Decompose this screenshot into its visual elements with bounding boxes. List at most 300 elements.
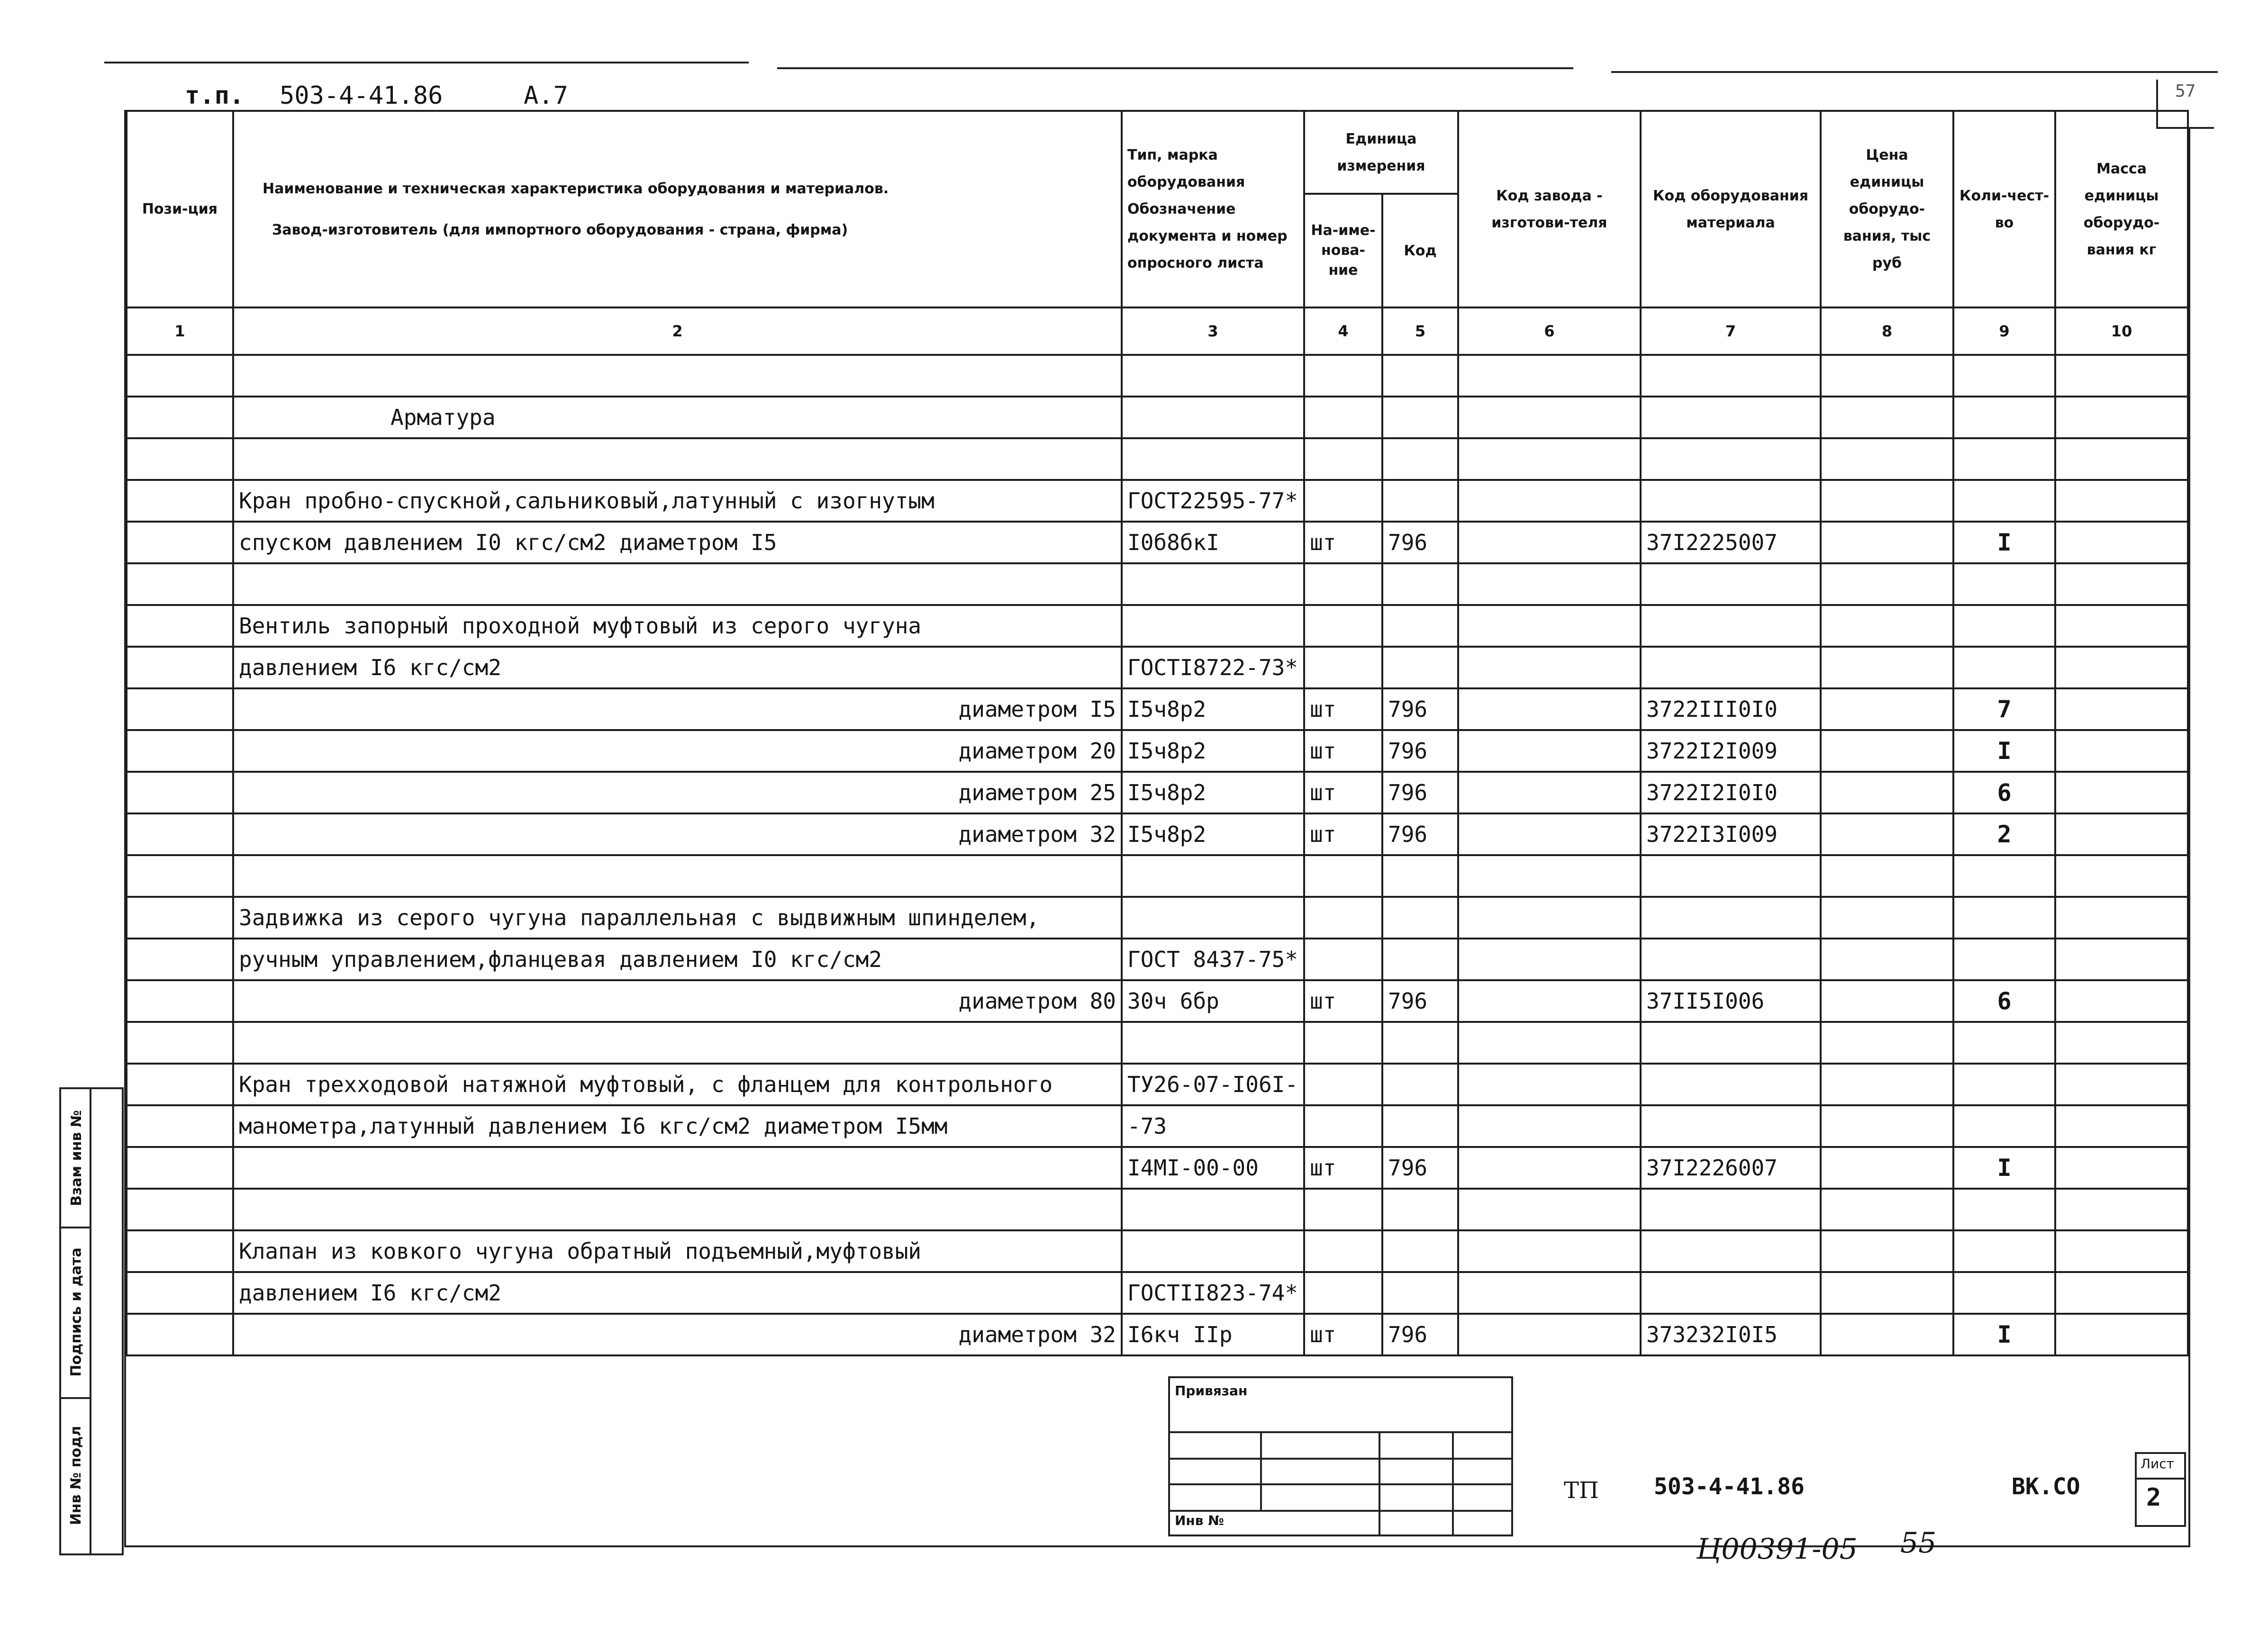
cell-unit: шт bbox=[1304, 1147, 1382, 1189]
cell-name: спуском давлением I0 кгс/см2 диаметром I5 bbox=[233, 522, 1122, 563]
cell-position bbox=[127, 897, 233, 939]
cell-factory-code bbox=[1458, 522, 1641, 563]
cell-type bbox=[1122, 605, 1304, 647]
cell-mass bbox=[2055, 355, 2188, 397]
cell-name: диаметром 25 bbox=[233, 772, 1122, 813]
cell-unit bbox=[1304, 1272, 1382, 1314]
cell-position bbox=[127, 1105, 233, 1147]
table-row bbox=[127, 522, 2188, 563]
cell-unit: шт bbox=[1304, 813, 1382, 855]
header-quantity: Коли-чест-во bbox=[1953, 111, 2055, 307]
cell-quantity bbox=[1953, 855, 2055, 897]
cell-material-code: 3722I2I0I0 bbox=[1641, 772, 1821, 813]
cell-factory-code bbox=[1458, 730, 1641, 772]
cell-price bbox=[1821, 480, 1953, 522]
cell-quantity bbox=[1953, 355, 2055, 397]
cell-factory-code bbox=[1458, 563, 1641, 605]
cell-position bbox=[127, 397, 233, 438]
cell-mass bbox=[2055, 813, 2188, 855]
cell-position bbox=[127, 1189, 233, 1230]
cell-unit bbox=[1304, 1105, 1382, 1147]
cell-unit-code: 796 bbox=[1382, 522, 1458, 563]
cell-quantity: 7 bbox=[1953, 688, 2055, 730]
cell-quantity bbox=[1953, 1064, 2055, 1105]
cell-type: I5ч8р2 bbox=[1122, 813, 1304, 855]
table-row bbox=[127, 939, 2188, 980]
cell-unit-code bbox=[1382, 397, 1458, 438]
cell-unit bbox=[1304, 1230, 1382, 1272]
cell-quantity: I bbox=[1953, 1314, 2055, 1355]
series-prefix: т.п. bbox=[185, 81, 245, 110]
cell-unit-code bbox=[1382, 1189, 1458, 1230]
table-row bbox=[127, 813, 2188, 855]
cell-name bbox=[233, 1022, 1122, 1064]
cell-unit bbox=[1304, 1022, 1382, 1064]
cell-type: ГОСТI8722-73* bbox=[1122, 647, 1304, 688]
cell-price bbox=[1821, 522, 1953, 563]
cell-material-code bbox=[1641, 397, 1821, 438]
doc-mark: ВК.СО bbox=[2012, 1473, 2080, 1500]
cell-factory-code bbox=[1458, 438, 1641, 480]
doc-code: 503-4-41.86 bbox=[1654, 1473, 1805, 1500]
cell-position bbox=[127, 1314, 233, 1355]
header-unit-code: Код bbox=[1382, 194, 1458, 307]
cell-unit-code bbox=[1382, 563, 1458, 605]
cell-position bbox=[127, 480, 233, 522]
cell-material-code bbox=[1641, 939, 1821, 980]
cell-type bbox=[1122, 1022, 1304, 1064]
cell-unit bbox=[1304, 563, 1382, 605]
cell-name: Вентиль запорный проходной муфтовый из серого чугуна bbox=[233, 605, 1122, 647]
cell-unit-code bbox=[1382, 855, 1458, 897]
cell-type: I0б8бкI bbox=[1122, 522, 1304, 563]
cell-unit-code: 796 bbox=[1382, 1314, 1458, 1355]
table-row bbox=[127, 730, 2188, 772]
cell-price bbox=[1821, 397, 1953, 438]
cell-quantity bbox=[1953, 397, 2055, 438]
cell-price bbox=[1821, 1314, 1953, 1355]
cell-unit bbox=[1304, 1064, 1382, 1105]
table-row bbox=[127, 1022, 2188, 1064]
cell-mass bbox=[2055, 1147, 2188, 1189]
corner-mark: 57 bbox=[2175, 81, 2196, 101]
cell-mass bbox=[2055, 1064, 2188, 1105]
cell-factory-code bbox=[1458, 855, 1641, 897]
table-row bbox=[127, 980, 2188, 1022]
cell-unit-code bbox=[1382, 355, 1458, 397]
cell-unit bbox=[1304, 480, 1382, 522]
cell-name bbox=[233, 563, 1122, 605]
cell-name: ручным управлением,фланцевая давлением I0 кгс/см2 bbox=[233, 939, 1122, 980]
cell-quantity bbox=[1953, 480, 2055, 522]
sheet-number: 2 bbox=[2146, 1483, 2161, 1512]
cell-quantity: 6 bbox=[1953, 980, 2055, 1022]
archive-number: Ц00391-05 bbox=[1696, 1533, 1858, 1566]
table-row bbox=[127, 1147, 2188, 1189]
cell-material-code bbox=[1641, 480, 1821, 522]
cell-unit: шт bbox=[1304, 772, 1382, 813]
cell-type bbox=[1122, 563, 1304, 605]
cell-unit-code bbox=[1382, 605, 1458, 647]
cell-position bbox=[127, 1272, 233, 1314]
cell-material-code: 37I2226007 bbox=[1641, 1147, 1821, 1189]
column-number-8: 8 bbox=[1821, 307, 1953, 355]
header-unit-group: Единица измерения bbox=[1304, 111, 1458, 194]
sheet-box bbox=[2135, 1452, 2186, 1527]
header-name bbox=[233, 111, 1122, 307]
cell-position bbox=[127, 647, 233, 688]
top-rule-mid bbox=[777, 67, 1573, 69]
cell-price bbox=[1821, 563, 1953, 605]
cell-unit-code: 796 bbox=[1382, 730, 1458, 772]
cell-position bbox=[127, 688, 233, 730]
cell-name: Арматура bbox=[233, 397, 1122, 438]
cell-material-code: 3722I2I009 bbox=[1641, 730, 1821, 772]
column-number-1: 1 bbox=[127, 307, 233, 355]
side-label-original-inv: Инв № подл bbox=[68, 1426, 85, 1525]
cell-factory-code bbox=[1458, 605, 1641, 647]
cell-name: диаметром 32 bbox=[233, 1314, 1122, 1355]
cell-name bbox=[233, 438, 1122, 480]
cell-type bbox=[1122, 1189, 1304, 1230]
cell-position bbox=[127, 1147, 233, 1189]
cell-type bbox=[1122, 855, 1304, 897]
table-row bbox=[127, 897, 2188, 939]
top-rule-right bbox=[1611, 71, 2218, 73]
cell-name: Задвижка из серого чугуна параллельная с выдвижным шпинделем, bbox=[233, 897, 1122, 939]
binding-stamp bbox=[1168, 1376, 1513, 1536]
cell-name: диаметром 32 bbox=[233, 813, 1122, 855]
table-row bbox=[127, 1105, 2188, 1147]
cell-material-code: 3722I3I009 bbox=[1641, 813, 1821, 855]
cell-name bbox=[233, 855, 1122, 897]
cell-mass bbox=[2055, 1022, 2188, 1064]
cell-mass bbox=[2055, 855, 2188, 897]
cell-material-code bbox=[1641, 563, 1821, 605]
cell-position bbox=[127, 855, 233, 897]
cell-type: I6кч IIр bbox=[1122, 1314, 1304, 1355]
cell-unit-code bbox=[1382, 939, 1458, 980]
table-row bbox=[127, 605, 2188, 647]
cell-material-code bbox=[1641, 1230, 1821, 1272]
cell-position bbox=[127, 1230, 233, 1272]
cell-position bbox=[127, 355, 233, 397]
cell-type bbox=[1122, 438, 1304, 480]
cell-price bbox=[1821, 1022, 1953, 1064]
header-mass: Масса единицы оборудо-вания кг bbox=[2055, 111, 2188, 307]
cell-unit bbox=[1304, 939, 1382, 980]
specification-table bbox=[126, 110, 2189, 1356]
cell-factory-code bbox=[1458, 939, 1641, 980]
cell-price bbox=[1821, 1064, 1953, 1105]
header-price: Цена единицы оборудо-вания, тыс руб bbox=[1821, 111, 1953, 307]
cell-material-code: 37II5I006 bbox=[1641, 980, 1821, 1022]
cell-position bbox=[127, 563, 233, 605]
cell-quantity bbox=[1953, 605, 2055, 647]
cell-unit-code bbox=[1382, 647, 1458, 688]
cell-quantity bbox=[1953, 939, 2055, 980]
cell-price bbox=[1821, 605, 1953, 647]
header-position: Пози-ция bbox=[127, 111, 233, 307]
sheet-label: Лист bbox=[2141, 1456, 2174, 1472]
cell-quantity bbox=[1953, 438, 2055, 480]
column-number-3: 3 bbox=[1122, 307, 1304, 355]
table-row bbox=[127, 647, 2188, 688]
cell-name: диаметром I5 bbox=[233, 688, 1122, 730]
cell-position bbox=[127, 939, 233, 980]
cell-mass bbox=[2055, 688, 2188, 730]
cell-unit-code bbox=[1382, 1022, 1458, 1064]
table-row bbox=[127, 1064, 2188, 1105]
header-name-line1: Наименование и техническая характеристика оборудования и материалов. bbox=[263, 180, 889, 197]
cell-mass bbox=[2055, 522, 2188, 563]
table-row bbox=[127, 688, 2188, 730]
cell-type bbox=[1122, 397, 1304, 438]
cell-type bbox=[1122, 1230, 1304, 1272]
cell-type: ТУ26-07-I06I- bbox=[1122, 1064, 1304, 1105]
cell-price bbox=[1821, 1147, 1953, 1189]
cell-price bbox=[1821, 772, 1953, 813]
cell-position bbox=[127, 813, 233, 855]
cell-name: манометра,латунный давлением I6 кгс/см2 диаметром I5мм bbox=[233, 1105, 1122, 1147]
cell-type bbox=[1122, 355, 1304, 397]
cell-position bbox=[127, 772, 233, 813]
project-code: 503-4-41.86 bbox=[280, 81, 443, 110]
frame-bottom bbox=[124, 1545, 2190, 1547]
cell-factory-code bbox=[1458, 397, 1641, 438]
side-label-signature-date: Подпись и дата bbox=[68, 1247, 85, 1377]
cell-unit-code bbox=[1382, 438, 1458, 480]
cell-unit: шт bbox=[1304, 688, 1382, 730]
cell-quantity bbox=[1953, 1189, 2055, 1230]
cell-factory-code bbox=[1458, 688, 1641, 730]
cell-material-code bbox=[1641, 1189, 1821, 1230]
cell-factory-code bbox=[1458, 980, 1641, 1022]
cell-unit: шт bbox=[1304, 1314, 1382, 1355]
cell-unit bbox=[1304, 1189, 1382, 1230]
cell-position bbox=[127, 1064, 233, 1105]
cell-quantity: I bbox=[1953, 730, 2055, 772]
cell-unit: шт bbox=[1304, 522, 1382, 563]
cell-factory-code bbox=[1458, 1147, 1641, 1189]
cell-mass bbox=[2055, 647, 2188, 688]
album-code: А.7 bbox=[524, 81, 568, 110]
table-row bbox=[127, 438, 2188, 480]
cell-type: 30ч 6бр bbox=[1122, 980, 1304, 1022]
cell-name: Кран пробно-спускной,сальниковый,латунный с изогнутым bbox=[233, 480, 1122, 522]
cell-material-code bbox=[1641, 897, 1821, 939]
cell-mass bbox=[2055, 1189, 2188, 1230]
cell-name bbox=[233, 1147, 1122, 1189]
cell-mass bbox=[2055, 897, 2188, 939]
cell-mass bbox=[2055, 1230, 2188, 1272]
cell-type: I5ч8р2 bbox=[1122, 772, 1304, 813]
header-type: Тип, марка оборудования Обозначение документа и номер опросного листа bbox=[1122, 111, 1304, 307]
table-row bbox=[127, 563, 2188, 605]
cell-price bbox=[1821, 438, 1953, 480]
cell-factory-code bbox=[1458, 1064, 1641, 1105]
cell-name: диаметром 80 bbox=[233, 980, 1122, 1022]
cell-unit bbox=[1304, 605, 1382, 647]
cell-quantity bbox=[1953, 647, 2055, 688]
column-number-6: 6 bbox=[1458, 307, 1641, 355]
cell-quantity: 6 bbox=[1953, 772, 2055, 813]
cell-unit bbox=[1304, 855, 1382, 897]
cell-factory-code bbox=[1458, 1314, 1641, 1355]
cell-factory-code bbox=[1458, 1189, 1641, 1230]
cell-unit-code bbox=[1382, 1105, 1458, 1147]
cell-factory-code bbox=[1458, 897, 1641, 939]
cell-quantity bbox=[1953, 1105, 2055, 1147]
header-material-code: Код оборудования материала bbox=[1641, 111, 1821, 307]
cell-quantity: 2 bbox=[1953, 813, 2055, 855]
cell-material-code bbox=[1641, 605, 1821, 647]
cell-price bbox=[1821, 939, 1953, 980]
cell-type: -73 bbox=[1122, 1105, 1304, 1147]
cell-unit bbox=[1304, 897, 1382, 939]
cell-name: давлением I6 кгс/см2 bbox=[233, 647, 1122, 688]
cell-factory-code bbox=[1458, 1272, 1641, 1314]
cell-mass bbox=[2055, 1105, 2188, 1147]
header-unit-name: На-име-нова-ние bbox=[1304, 194, 1382, 307]
cell-factory-code bbox=[1458, 1230, 1641, 1272]
cell-mass bbox=[2055, 397, 2188, 438]
cell-factory-code bbox=[1458, 480, 1641, 522]
cell-factory-code bbox=[1458, 1105, 1641, 1147]
column-number-10: 10 bbox=[2055, 307, 2188, 355]
cell-position bbox=[127, 730, 233, 772]
cell-material-code bbox=[1641, 1064, 1821, 1105]
cell-position bbox=[127, 522, 233, 563]
column-number-2: 2 bbox=[233, 307, 1122, 355]
table-row bbox=[127, 1272, 2188, 1314]
cell-mass bbox=[2055, 980, 2188, 1022]
cell-quantity bbox=[1953, 563, 2055, 605]
cell-mass bbox=[2055, 480, 2188, 522]
cell-position bbox=[127, 980, 233, 1022]
cell-name: Клапан из ковкого чугуна обратный подъемный,муфтовый bbox=[233, 1230, 1122, 1272]
cell-unit-code bbox=[1382, 1064, 1458, 1105]
cell-mass bbox=[2055, 772, 2188, 813]
cell-name: диаметром 20 bbox=[233, 730, 1122, 772]
cell-mass bbox=[2055, 1272, 2188, 1314]
cell-name bbox=[233, 355, 1122, 397]
top-rule-left bbox=[104, 62, 749, 63]
cell-unit-code: 796 bbox=[1382, 980, 1458, 1022]
cell-material-code bbox=[1641, 355, 1821, 397]
cell-price bbox=[1821, 897, 1953, 939]
cell-type: I4МI-00-00 bbox=[1122, 1147, 1304, 1189]
cell-quantity: I bbox=[1953, 522, 2055, 563]
cell-position bbox=[127, 438, 233, 480]
header-factory-code: Код завода - изготови-теля bbox=[1458, 111, 1641, 307]
cell-price bbox=[1821, 813, 1953, 855]
cell-price bbox=[1821, 1189, 1953, 1230]
cell-name bbox=[233, 1189, 1122, 1230]
cell-quantity: I bbox=[1953, 1147, 2055, 1189]
cell-unit bbox=[1304, 647, 1382, 688]
cell-material-code bbox=[1641, 1105, 1821, 1147]
cell-unit-code bbox=[1382, 480, 1458, 522]
cell-material-code: 37I2225007 bbox=[1641, 522, 1821, 563]
cell-name: Кран трехходовой натяжной муфтовый, с фланцем для контрольного bbox=[233, 1064, 1122, 1105]
cell-unit-code bbox=[1382, 1272, 1458, 1314]
cell-unit-code: 796 bbox=[1382, 688, 1458, 730]
table-row bbox=[127, 480, 2188, 522]
header-name-line2: Завод-изготовитель (для импортного оборудования - страна, фирма) bbox=[272, 221, 848, 238]
cell-price bbox=[1821, 980, 1953, 1022]
cell-type: I5ч8р2 bbox=[1122, 730, 1304, 772]
table-row bbox=[127, 1189, 2188, 1230]
cell-mass bbox=[2055, 438, 2188, 480]
cell-unit-code: 796 bbox=[1382, 1147, 1458, 1189]
cell-quantity bbox=[1953, 1230, 2055, 1272]
cell-type: ГОСТ22595-77* bbox=[1122, 480, 1304, 522]
cell-position bbox=[127, 1022, 233, 1064]
column-number-9: 9 bbox=[1953, 307, 2055, 355]
cell-material-code bbox=[1641, 1022, 1821, 1064]
cell-price bbox=[1821, 855, 1953, 897]
cell-price bbox=[1821, 730, 1953, 772]
cell-price bbox=[1821, 647, 1953, 688]
cell-unit-code: 796 bbox=[1382, 813, 1458, 855]
cell-material-code bbox=[1641, 855, 1821, 897]
cell-unit-code: 796 bbox=[1382, 772, 1458, 813]
cell-type: I5ч8р2 bbox=[1122, 688, 1304, 730]
cell-factory-code bbox=[1458, 813, 1641, 855]
cell-factory-code bbox=[1458, 772, 1641, 813]
cell-unit-code bbox=[1382, 1230, 1458, 1272]
page-number: 55 bbox=[1900, 1526, 1937, 1560]
inv-label: Инв № bbox=[1175, 1513, 1224, 1528]
cell-quantity bbox=[1953, 897, 2055, 939]
bound-label: Привязан bbox=[1175, 1383, 1248, 1399]
cell-mass bbox=[2055, 563, 2188, 605]
table-row bbox=[127, 355, 2188, 397]
cell-price bbox=[1821, 1230, 1953, 1272]
cell-unit-code bbox=[1382, 897, 1458, 939]
cell-unit: шт bbox=[1304, 980, 1382, 1022]
cell-factory-code bbox=[1458, 647, 1641, 688]
cell-material-code bbox=[1641, 647, 1821, 688]
cell-material-code: 3722III0I0 bbox=[1641, 688, 1821, 730]
cell-mass bbox=[2055, 939, 2188, 980]
table-row bbox=[127, 1314, 2188, 1355]
cell-type: ГОСТII823-74* bbox=[1122, 1272, 1304, 1314]
table-row bbox=[127, 855, 2188, 897]
cell-mass bbox=[2055, 1314, 2188, 1355]
cell-price bbox=[1821, 1105, 1953, 1147]
cell-price bbox=[1821, 688, 1953, 730]
cell-type bbox=[1122, 897, 1304, 939]
cell-price bbox=[1821, 1272, 1953, 1314]
column-number-4: 4 bbox=[1304, 307, 1382, 355]
cell-unit bbox=[1304, 355, 1382, 397]
cell-quantity bbox=[1953, 1272, 2055, 1314]
column-number-5: 5 bbox=[1382, 307, 1458, 355]
cell-unit bbox=[1304, 438, 1382, 480]
table-row bbox=[127, 1230, 2188, 1272]
cell-position bbox=[127, 605, 233, 647]
cell-type: ГОСТ 8437-75* bbox=[1122, 939, 1304, 980]
cell-unit bbox=[1304, 397, 1382, 438]
cell-factory-code bbox=[1458, 355, 1641, 397]
side-label-replace-inv: Взам инв № bbox=[68, 1110, 85, 1206]
table-row bbox=[127, 397, 2188, 438]
cell-mass bbox=[2055, 605, 2188, 647]
doc-prefix: ТП bbox=[1564, 1477, 1599, 1504]
cell-material-code bbox=[1641, 1272, 1821, 1314]
